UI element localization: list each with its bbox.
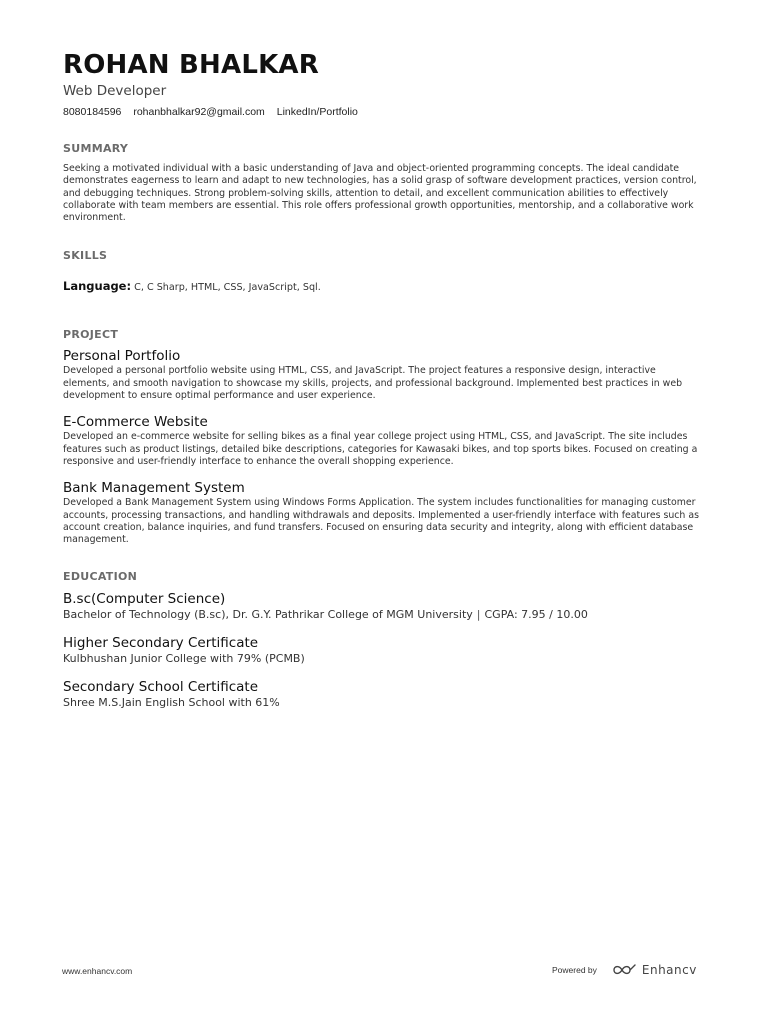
project-section xyxy=(63,328,703,546)
email-link[interactable]: rohanbhalkar92@gmail.com xyxy=(133,106,265,118)
project-item xyxy=(63,348,703,402)
footer-branding xyxy=(552,962,697,978)
skills-line xyxy=(63,279,703,295)
education-institution: Bachelor of Technology (B.sc), Dr. G.Y. Pathrikar College of MGM University xyxy=(63,608,473,622)
project-title: Personal Portfolio xyxy=(63,348,181,365)
job-title: Web Developer xyxy=(63,83,167,99)
project-item xyxy=(63,480,703,546)
education-item xyxy=(63,591,703,622)
project-item xyxy=(63,414,703,468)
education-description xyxy=(63,608,703,622)
education-gpa: CGPA: 7.95 / 10.00 xyxy=(484,608,588,622)
education-item xyxy=(63,679,703,710)
enhancv-brand-name[interactable]: Enhancv xyxy=(641,963,697,977)
summary-text: Seeking a motivated individual with a basic understanding of Java and object-oriented programming concepts. The ideal candidate demonstrates eagerness to learn and adapt to new technologies, has a solid grasp of software development practices, version control, and debugging techniques. Strong problem-solving skills, attention to detail, and excellent communication abilities to effectively collaborate with team members are essential. This role offers professional growth opportunities, mentorship, and a collaborative work environment. xyxy=(63,163,697,224)
education-separator: | xyxy=(476,608,481,622)
education-heading: EDUCATION xyxy=(63,570,138,584)
project-description: Developed an e-commerce website for selling bikes as a final year college project using HTML, CSS, and JavaScript. The site includes features such as product listings, detailed bike descriptions, categories for Kawasaki bikes, and top sports bikes. Focused on creating a responsive and user-friendly interface to enhance the overall shopping experience. xyxy=(63,431,698,467)
education-description: Shree M.S.Jain English School with 61% xyxy=(63,696,280,710)
education-title: B.sc(Computer Science) xyxy=(63,591,226,608)
education-title: Secondary School Certificate xyxy=(63,679,259,696)
enhancv-logo-icon xyxy=(611,962,637,978)
education-section xyxy=(63,570,703,710)
summary-heading: SUMMARY xyxy=(63,142,129,155)
education-item xyxy=(63,635,703,666)
contact-row xyxy=(63,105,703,119)
project-heading: PROJECT xyxy=(63,328,119,342)
phone-number: 8080184596 xyxy=(63,106,122,118)
project-title: Bank Management System xyxy=(63,480,245,497)
footer-website-link[interactable]: www.enhancv.com xyxy=(62,966,133,976)
education-title: Higher Secondary Certificate xyxy=(63,635,259,652)
project-description: Developed a personal portfolio website using HTML, CSS, and JavaScript. The project features a responsive design, interactive elements, and smooth navigation to showcase my skills, projects, and professional background. Implemented best practices in web development to ensure optimal performance and user experience. xyxy=(63,365,683,402)
project-description: Developed a Bank Management System using Windows Forms Application. The system includes functionalities for managing customer accounts, processing transactions, and handling withdrawals and deposits. Implemented a user-friendly interface with features such as account creation, balance inquiries, and fund transfers. Focused on ensuring data security and integrity, along with efficient database management. xyxy=(63,497,699,546)
skills-heading: SKILLS xyxy=(63,249,108,263)
skills-section xyxy=(63,249,703,295)
skills-value: C, C Sharp, HTML, CSS, JavaScript, Sql. xyxy=(134,282,321,294)
resume-page xyxy=(63,48,703,710)
education-description: Kulbhushan Junior College with 79% (PCMB) xyxy=(63,652,305,666)
profile-links[interactable]: LinkedIn/Portfolio xyxy=(276,106,358,118)
candidate-name: ROHAN BHALKAR xyxy=(63,50,319,80)
project-title: E-Commerce Website xyxy=(63,414,208,431)
powered-by-label: Powered by xyxy=(552,965,597,975)
skills-label: Language: xyxy=(63,279,132,294)
summary-section xyxy=(63,142,703,224)
